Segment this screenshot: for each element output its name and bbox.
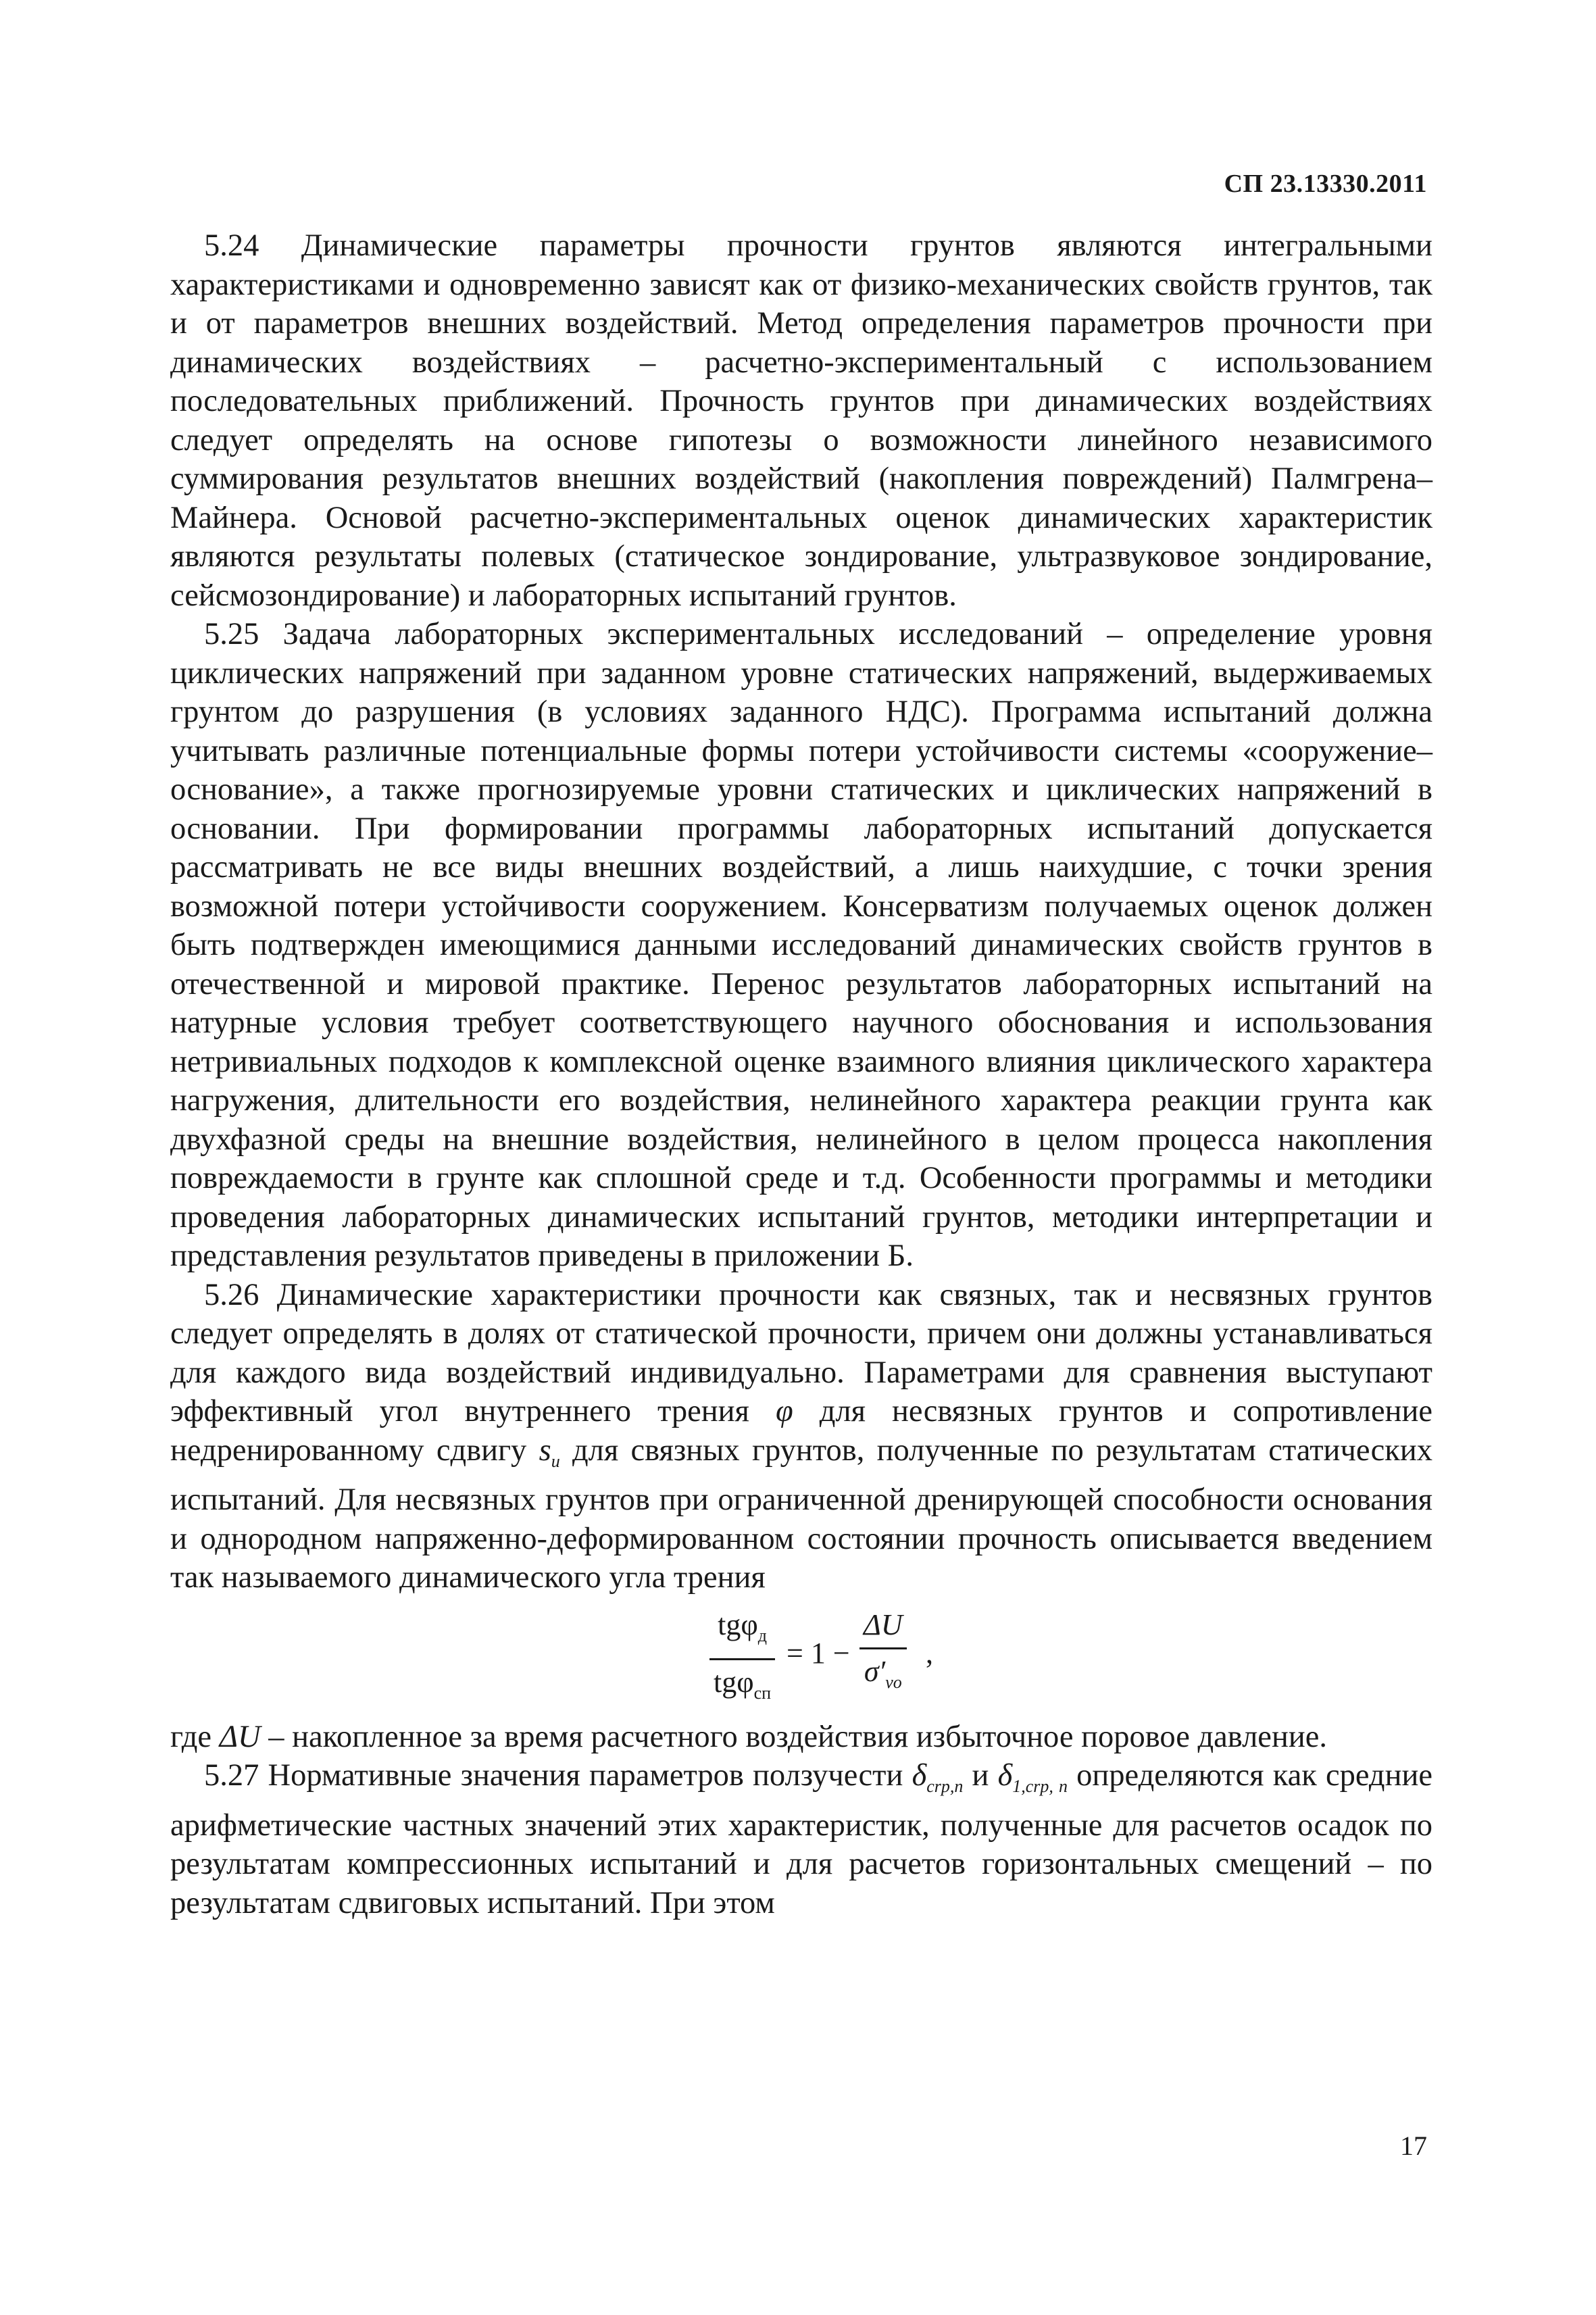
paragraph-5-26 <box>170 1276 1432 1597</box>
phi-symbol: φ <box>775 1394 793 1428</box>
delta-1-crp-base: δ <box>997 1758 1013 1793</box>
paragraph-5-24: 5.24 Динамические параметры прочности грунтов являются интегральными характеристиками и одновременно зависят как от физико-механических свойств грунтов, так и от параметров внешних воздействий. Метод определения параметров прочности при динамических воздействиях – расчетно-экспериментальный с использованием последовательных приближений. Прочность грунтов при динамических воздействиях следует определять на основе гипотезы о возможности линейного независимого суммирования результатов внешних воздействий (накопления повреждений) Палмгрена–Майнера. Основой расчетно-экспериментальных оценок динамических характеристик являются результаты полевых (статическое зондирование, ультразвуковое зондирование, сейсмозондирование) и лабораторных испытаний грунтов. <box>170 228 1432 613</box>
delta-crp-symbol <box>912 1758 964 1796</box>
right-den-subscript: vo <box>885 1672 902 1692</box>
body-text <box>170 226 1432 1922</box>
paragraph-5-27-and: и <box>963 1758 998 1793</box>
where-lead: где <box>170 1719 220 1754</box>
where-description: – накопленное за время расчетного воздействия избыточное поровое давление. <box>260 1719 1327 1754</box>
paragraph-5-25: 5.25 Задача лабораторных экспериментальных исследований – определение уровня циклических напряжений при заданном уровне статических напряжений, выдерживаемых грунтом до разрушения (в условиях заданного НДС). Программа испытаний должна учитывать различные потенциальные формы потери устойчивости системы «сооружение–основание», а также прогнозируемые уровни статических и циклических напряжений в основании. При формировании программы лабораторных испытаний допускается рассматривать не все виды внешних воздействий, а лишь наихудшие, с точки зрения возможной потери устойчивости сооружением. Консерватизм получаемых оценок должен быть подтвержден имеющимися данными исследований динамических свойств грунтов в отечественной и мировой практике. Перенос результатов лабораторных испытаний на натурные условия требует соответствующего научного обоснования и использования нетривиальных подходов к комплексной оценке взаимного влияния циклического характера нагружения, длительности его воздействия, нелинейного характера реакции грунта как двухфазной среды на внешние воздействия, нелинейного в целом процесса накопления повреждаемости в грунте как сплошной среде и т.д. Особенности программы и методики проведения лабораторных динамических испытаний грунтов, методики интерпретации и представления результатов приведены в приложении Б. <box>170 617 1432 1273</box>
paragraph-5-26-text-2: для несвязных грунтов и сопротивление недренированному сдвигу <box>170 1394 1432 1468</box>
su-base: s <box>539 1433 551 1468</box>
paragraph-5-27 <box>170 1756 1432 1922</box>
paragraph-5-26-text-3: для связных грунтов, полученные по результатам статических испытаний. Для несвязных грунтов при ограниченной дренирующей способности основания и однородном напряженно-деформированном состоянии прочность описывается введением так называемого динамического угла трения <box>170 1433 1432 1595</box>
delta-1-crp-symbol <box>997 1758 1068 1796</box>
formula-right-numerator: ΔU <box>864 1608 903 1641</box>
paragraph-5-27-text-2: определяются как средние арифметические частных значений этих характеристик, полученные для расчетов осадок по результатам компрессионных испытаний и для расчетов горизонтальных смещений – по результатам сдвиговых испытаний. При этом <box>170 1758 1432 1920</box>
formula-left-denominator <box>709 1664 775 1712</box>
document-code: СП 23.13330.2011 <box>1224 170 1427 198</box>
su-subscript: u <box>551 1451 560 1471</box>
formula-equals-one-minus: = 1 − <box>787 1636 850 1670</box>
formula-trailing-comma: , <box>926 1636 933 1670</box>
formula-right-fraction-bar <box>859 1647 907 1649</box>
formula-left-fraction <box>709 1607 775 1712</box>
formula-left-numerator <box>714 1607 771 1654</box>
formula-right-denominator <box>860 1653 906 1701</box>
su-symbol <box>539 1433 560 1471</box>
paragraph-5-26-text-1: 5.26 Динамические характеристики прочности как связных, так и несвязных грунтов следует определять в долях от статической прочности, причем они должны устанавливаться для каждого вида воздействий индивидуально. Параметрами для сравнения выступают эффективный угол внутреннего трения <box>170 1277 1432 1428</box>
formula-where-line <box>170 1718 1432 1757</box>
delta-1-crp-subscript: 1,crp, n <box>1012 1776 1068 1796</box>
formula-left-fraction-bar <box>709 1658 775 1660</box>
delta-crp-base: δ <box>912 1758 927 1793</box>
left-num-subscript: д <box>757 1625 767 1645</box>
right-den-text: σ′ <box>864 1654 886 1688</box>
page-number: 17 <box>1400 2131 1427 2161</box>
left-den-text: tgφ <box>714 1665 754 1699</box>
left-den-subscript: сп <box>753 1683 772 1703</box>
formula-right-fraction <box>859 1607 907 1701</box>
paragraph-5-27-text-1: 5.27 Нормативные значения параметров ползучести <box>204 1758 912 1793</box>
dynamic-friction-angle-formula <box>170 1600 1432 1716</box>
left-num-text: tgφ <box>718 1608 758 1641</box>
delta-crp-subscript: crp,n <box>926 1776 964 1796</box>
delta-u-symbol: ΔU <box>219 1719 261 1754</box>
